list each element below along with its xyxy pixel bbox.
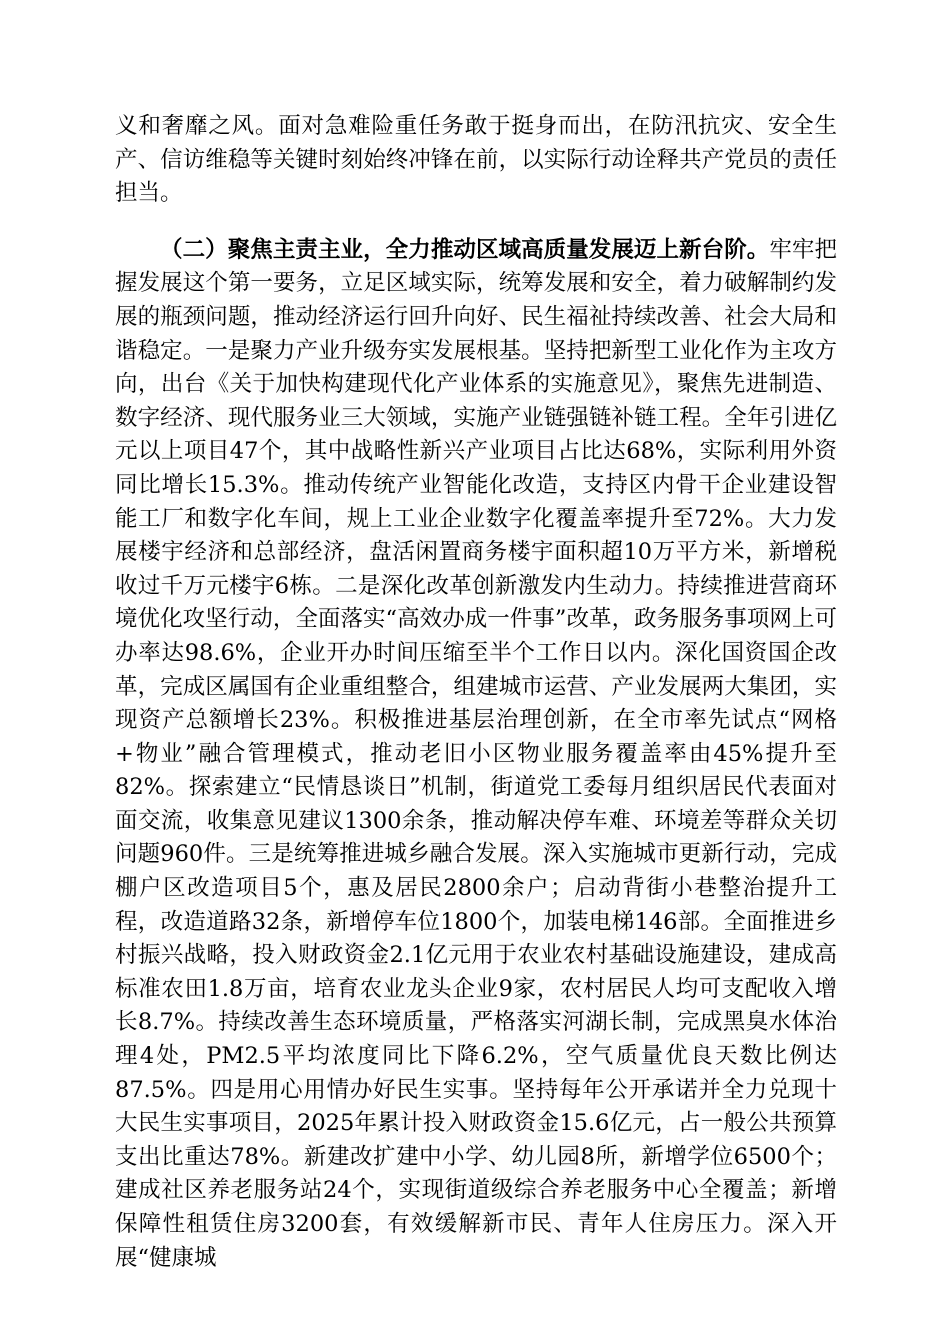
document-page xyxy=(115,110,837,1275)
section-body: 牢牢把握发展这个第一要务，立足区域实际，统筹发展和安全，着力破解制约发展的瓶颈问题，推动经济运行回升向好、民生福祉持续改善、社会大局和谐稳定。一是聚力产业升级夯实发展根基。坚持把新型工业化作为主攻方向，出台《关于加快构建现代化产业体系的实施意见》，聚焦先进制造、数字经济、现代服务业三大领域，实施产业链强链补链工程。全年引进亿元以上项目47个，其中战略性新兴产业项目占比达68%，实际利用外资同比增长15.3%。推动传统产业智能化改造，支持区内骨干企业建设智能工厂和数字化车间，规上工业企业数字化覆盖率提升至72%。大力发展楼宇经济和总部经济，盘活闲置商务楼宇面积超10万平方米，新增税收过千万元楼宇6栋。二是深化改革创新激发内生动力。持续推进营商环境优化攻坚行动，全面落实“高效办成一件事”改革，政务服务事项网上可办率达98.6%，企业开办时间压缩至半个工作日以内。深化国资国企改革，完成区属国有企业重组整合，组建城市运营、产业发展两大集团，实现资产总额增长23%。积极推进基层治理创新，在全市率先试点“网格+物业”融合管理模式，推动老旧小区物业服务覆盖率由45%提升至82%。探索建立“民情恳谈日”机制，街道党工委每月组织居民代表面对面交流，收集意见建议1300余条，推动解决停车难、环境差等群众关切问题960件。三是统筹推进城乡融合发展。深入实施城市更新行动，完成棚户区改造项目5个，惠及居民2800余户；启动背街小巷整治提升工程，改造道路32条，新增停车位1800个，加装电梯146部。全面推进乡村振兴战略，投入财政资金2.1亿元用于农业农村基础设施建设，建成高标准农田1.8万亩，培育农业龙头企业9家，农村居民人均可支配收入增长8.7%。持续改善生态环境质量，严格落实河湖长制，完成黑臭水体治理4处，PM2.5平均浓度同比下降6.2%，空气质量优良天数比例达87.5%。四是用心用情办好民生实事。坚持每年公开承诺并全力兑现十大民生实事项目，2025年累计投入财政资金15.6亿元，占一般公共预算支出比重达78%。新建改扩建中小学、幼儿园8所，新增学位6500个；建成社区养老服务站24个，实现街道级综合养老服务中心全覆盖；新增保障性租赁住房3200套，有效缓解新市民、青年人住房压力。深入开展“健康城 xyxy=(115,236,837,1271)
section-heading: （二）聚焦主责主业，全力推动区域高质量发展迈上新台阶。 xyxy=(160,236,770,263)
paragraph-section-two xyxy=(115,234,837,1275)
paragraph-continuation: 义和奢靡之风。面对急难险重任务敢于挺身而出，在防汛抗灾、安全生产、信访维稳等关键时刻始终冲锋在前，以实际行动诠释共产党员的责任担当。 xyxy=(115,113,837,207)
